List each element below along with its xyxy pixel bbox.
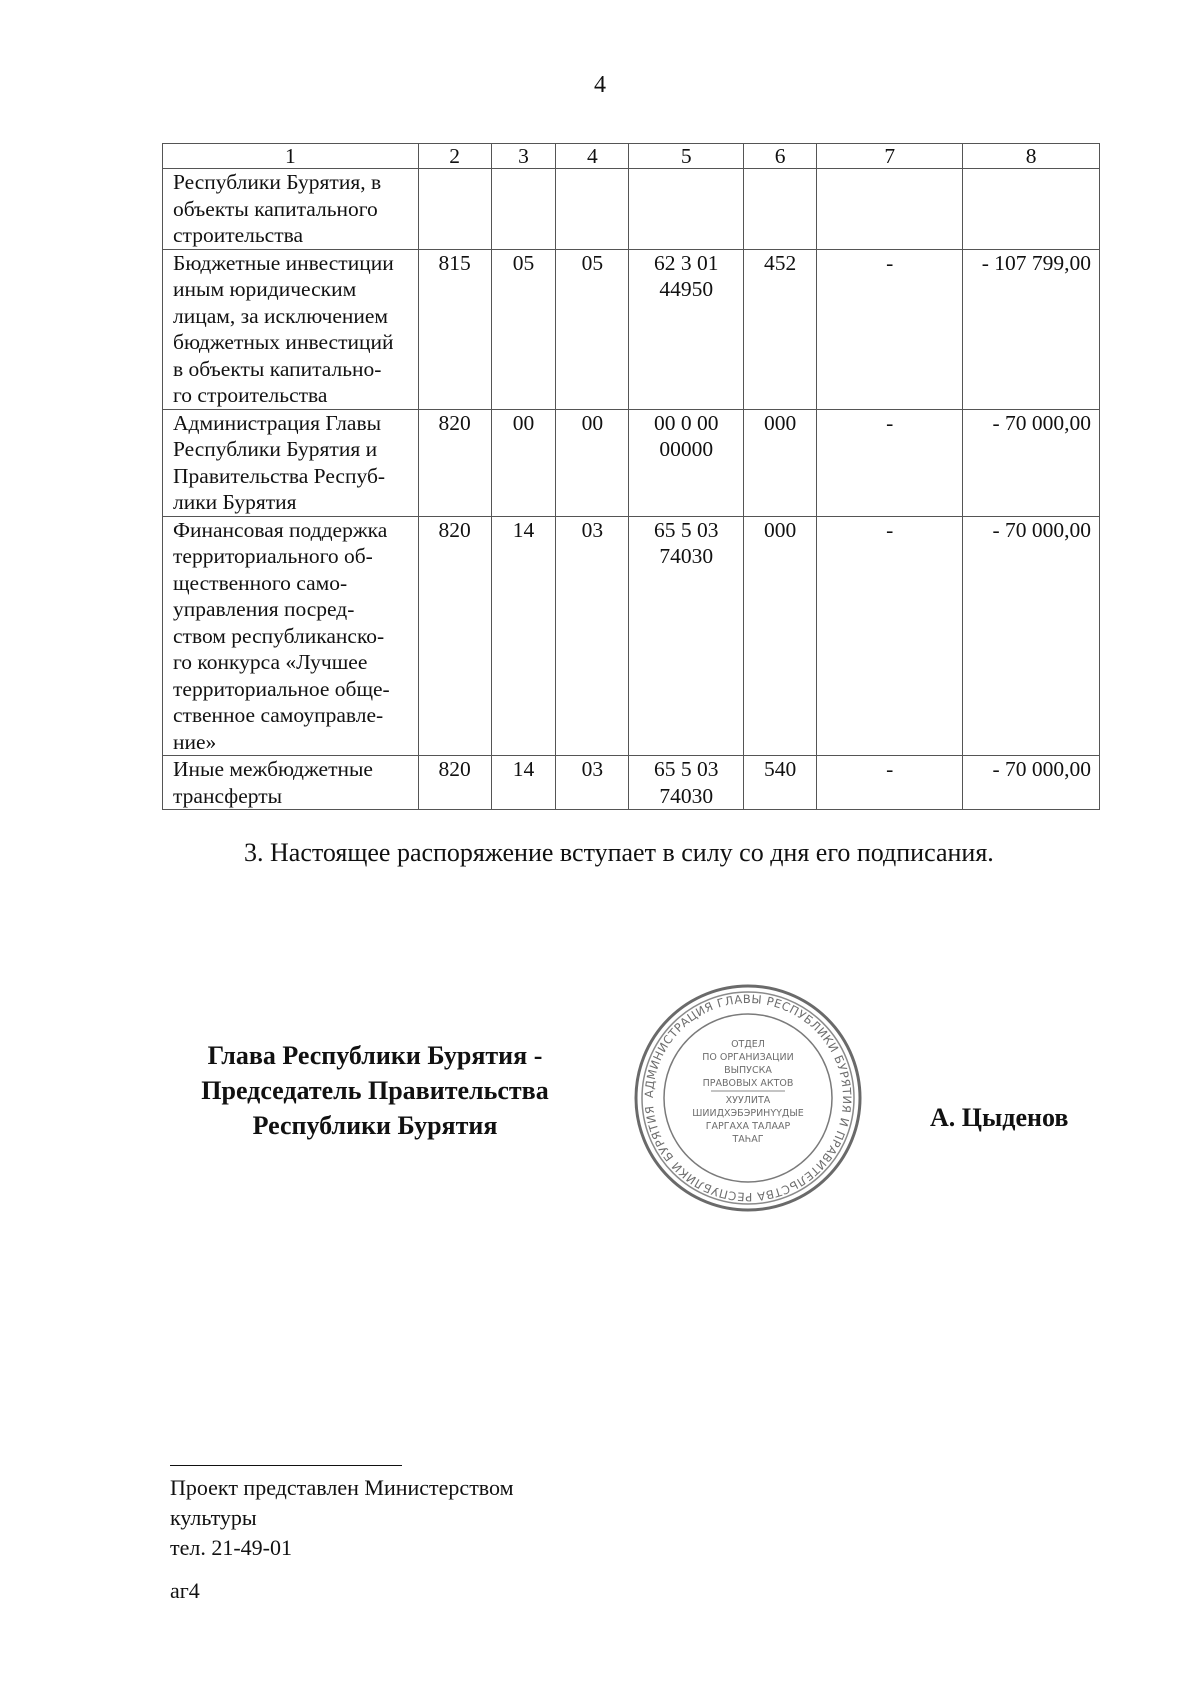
cell-section-code: 14 [491, 516, 556, 756]
cell-ministry-code: 820 [418, 516, 491, 756]
footnote-line: Проект представлен Министерством [170, 1475, 514, 1500]
official-seal-icon [633, 983, 863, 1213]
signer-title [160, 1038, 590, 1143]
signer-title-line: Председатель Правительства [201, 1076, 549, 1105]
signer-name: А. Цыденов [930, 1103, 1069, 1132]
cell-amount: - 107 799,00 [963, 249, 1100, 409]
table-row [163, 249, 1100, 409]
cell-col7: - [817, 249, 963, 409]
document-code: аг4 [170, 1578, 200, 1603]
column-header: 2 [418, 144, 491, 169]
cell-subsection-code: 05 [556, 249, 629, 409]
cell-section-code: 05 [491, 249, 556, 409]
column-header: 6 [744, 144, 817, 169]
page-number: 4 [594, 72, 606, 98]
table-header-row [163, 144, 1100, 169]
seal-inner-line: ПО ОРГАНИЗАЦИИ [702, 1052, 794, 1063]
column-header: 7 [817, 144, 963, 169]
row-name: Бюджетные инвестиции иным юридическим лицам, за исключением бюджетных инвестиций в объекты капитально- го строительства [163, 249, 419, 409]
footnote [170, 1473, 514, 1563]
cell-ministry-code [418, 169, 491, 250]
cell-col7: - [817, 756, 963, 810]
column-header: 8 [963, 144, 1100, 169]
cell-target-article [629, 169, 744, 250]
seal-inner-line: ВЫПУСКА [724, 1065, 772, 1076]
table-row [163, 756, 1100, 810]
seal-outer-text: АДМИНИСТРАЦИЯ ГЛАВЫ РЕСПУБЛИКИ БУРЯТИЯ И ПРАВИТЕЛЬСТВА РЕСПУБЛИКИ БУРЯТИЯ [641, 991, 855, 1205]
table-row [163, 409, 1100, 516]
cell-col7 [817, 169, 963, 250]
cell-target-article: 62 3 01 44950 [629, 249, 744, 409]
column-header: 1 [163, 144, 419, 169]
cell-expense-type [744, 169, 817, 250]
cell-ministry-code: 820 [418, 756, 491, 810]
cell-subsection-code: 03 [556, 516, 629, 756]
row-name: Республики Бурятия, в объекты капитального строительства [163, 169, 419, 250]
seal-inner-line: ХУУЛИТА [725, 1095, 771, 1106]
column-header: 3 [491, 144, 556, 169]
budget-table [162, 143, 1100, 810]
footnote-line: культуры [170, 1505, 257, 1530]
cell-target-article: 00 0 00 00000 [629, 409, 744, 516]
row-name: Администрация Главы Республики Бурятия и Правительства Респуб- лики Бурятия [163, 409, 419, 516]
cell-subsection-code [556, 169, 629, 250]
cell-target-article: 65 5 03 74030 [629, 756, 744, 810]
column-header: 4 [556, 144, 629, 169]
footnote-divider [170, 1465, 402, 1466]
cell-expense-type: 000 [744, 516, 817, 756]
cell-expense-type: 540 [744, 756, 817, 810]
cell-col7: - [817, 409, 963, 516]
row-name: Финансовая поддержка территориального об- щественного само- управления посред- ством республиканско- го конкурса «Лучшее территориальное обще- ственное самоуправле- ние» [163, 516, 419, 756]
cell-amount [963, 169, 1100, 250]
effective-clause: 3. Настоящее распоряжение вступает в силу со дня его подписания. [244, 838, 994, 867]
column-header: 5 [629, 144, 744, 169]
seal-inner-line: ОТДЕЛ [731, 1039, 765, 1050]
cell-amount: - 70 000,00 [963, 409, 1100, 516]
seal-inner-line: ШИИДХЭБЭРИНҮҮДЫЕ [692, 1108, 804, 1119]
cell-target-article: 65 5 03 74030 [629, 516, 744, 756]
row-name: Иные межбюджетные трансферты [163, 756, 419, 810]
cell-amount: - 70 000,00 [963, 516, 1100, 756]
signer-title-line: Республики Бурятия [252, 1111, 498, 1140]
cell-section-code [491, 169, 556, 250]
seal-inner-line: ГАРГАХА ТАЛААР [705, 1121, 791, 1132]
cell-ministry-code: 815 [418, 249, 491, 409]
cell-amount: - 70 000,00 [963, 756, 1100, 810]
table-row [163, 516, 1100, 756]
cell-section-code: 00 [491, 409, 556, 516]
cell-col7: - [817, 516, 963, 756]
seal-inner-line: ТАҺАГ [732, 1134, 764, 1145]
table-row [163, 169, 1100, 250]
cell-expense-type: 000 [744, 409, 817, 516]
cell-subsection-code: 03 [556, 756, 629, 810]
signer-title-line: Глава Республики Бурятия - [207, 1041, 543, 1070]
cell-subsection-code: 00 [556, 409, 629, 516]
cell-section-code: 14 [491, 756, 556, 810]
cell-expense-type: 452 [744, 249, 817, 409]
footnote-line: тел. 21-49-01 [170, 1535, 293, 1560]
seal-inner-line: ПРАВОВЫХ АКТОВ [702, 1078, 794, 1089]
cell-ministry-code: 820 [418, 409, 491, 516]
